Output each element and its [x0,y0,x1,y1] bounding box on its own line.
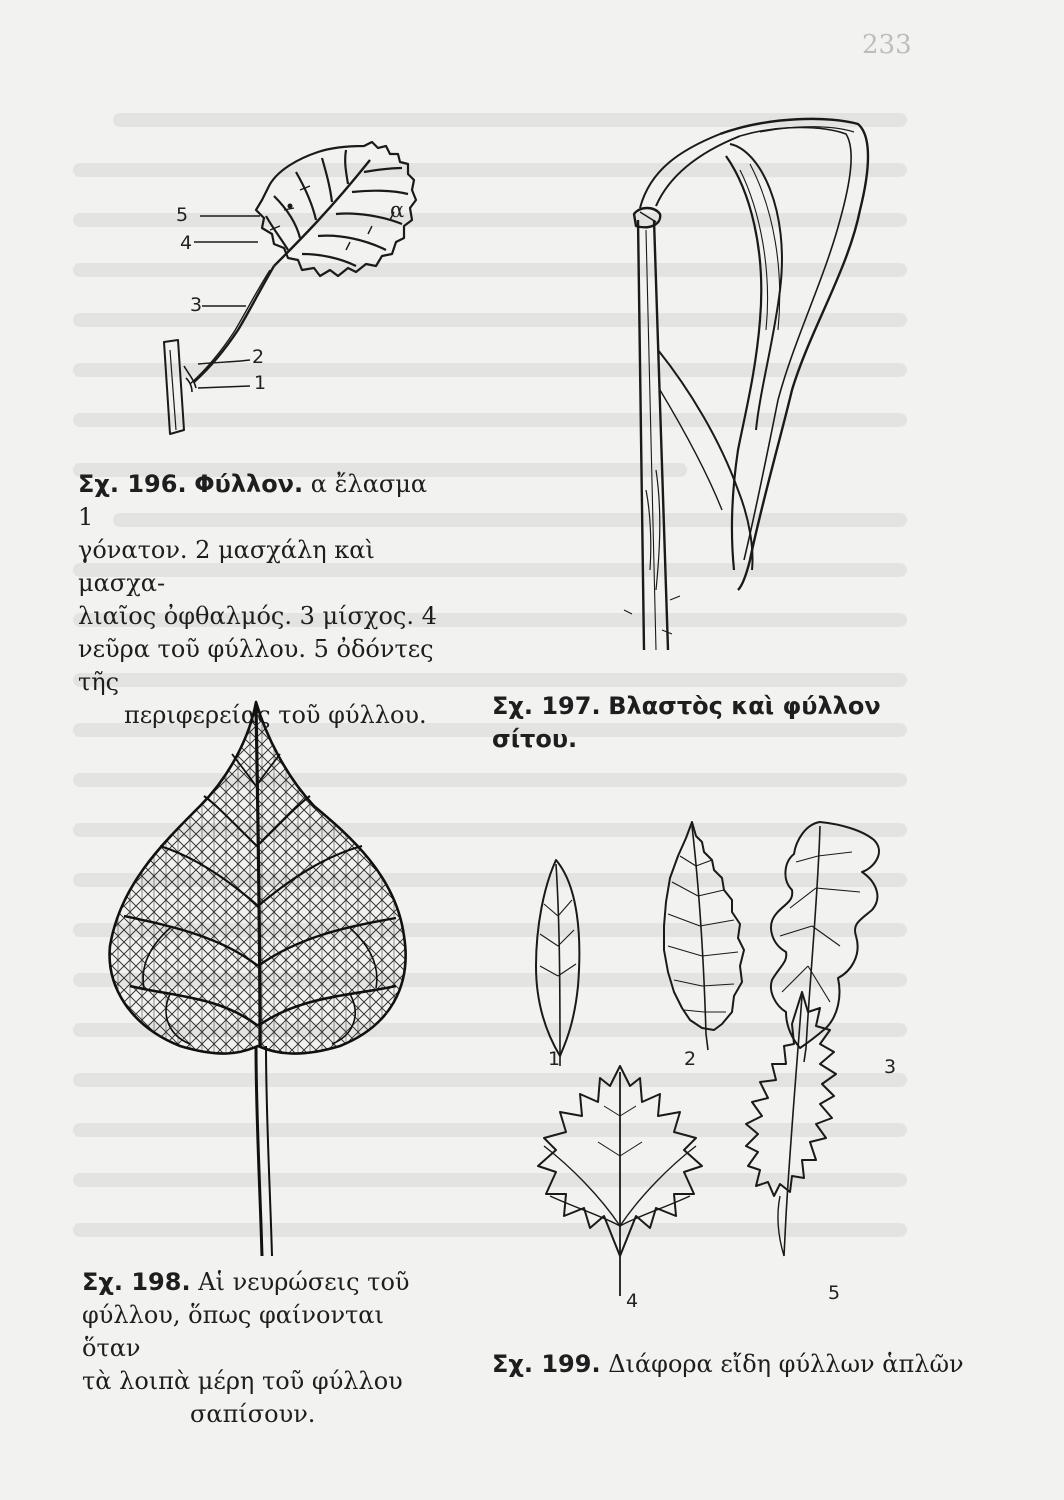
caption-196-text-0: α ἔλασμα 1 [78,470,428,531]
caption-196-text-1: γόνατον. 2 μασχάλη καὶ μασχα- [78,536,375,597]
caption-198-number: Σχ. 198. [82,1268,191,1296]
leaf-label-3: 3 [884,1056,897,1078]
leaf-venation-drawing [100,696,420,1266]
caption-198-line1 [82,1266,422,1299]
caption-198-text-3: σαπίσουν. [190,1400,316,1428]
caption-199-title: Διάφορα εἴδη φύλλων ἁπλῶν [608,1350,964,1378]
leaf-label-2: 2 [684,1048,697,1070]
caption-196-text-3: νεῦρα τοῦ φύλλου. 5 ὀδόντες τῆς [78,635,434,696]
caption-198-text-2: τὰ λοιπὰ μέρη τοῦ φύλλου [82,1367,403,1395]
caption-198 [82,1266,422,1431]
caption-198-text-1: φύλλου, ὅπως φαίνονται ὅταν [82,1301,384,1362]
caption-196-number: Σχ. 196. [78,470,187,498]
leaf-label-5: 5 [828,1282,841,1304]
label-4: 4 [180,232,193,254]
caption-196-text-2: λιαῖος ὀφθαλμός. 3 μίσχος. 4 [78,602,437,630]
label-2: 2 [252,346,265,368]
caption-196-title: Φύλλον. [194,470,304,498]
caption-196-text-4: περιφερείας τοῦ φύλλου. [124,701,427,729]
page-number: 233 [862,30,912,60]
label-3: 3 [190,294,203,316]
caption-199-number: Σχ. 199. [492,1350,601,1378]
caption-196 [78,468,448,732]
caption-197-number: Σχ. 197. [492,692,601,720]
caption-198-text-0: Αἱ νευρώσεις τοῦ [198,1268,410,1296]
label-1: 1 [254,372,267,394]
label-alpha: α [390,198,405,222]
caption-197-title: Βλαστὸς καὶ φύλλον σίτου. [492,692,881,753]
label-5: 5 [176,204,189,226]
caption-196-line1 [78,468,448,534]
leaf-label-1: 1 [548,1048,561,1070]
leaf-label-4: 4 [626,1290,639,1312]
wheat-stem-leaf-drawing [610,90,910,670]
caption-199 [492,1348,972,1381]
caption-197 [492,690,972,756]
